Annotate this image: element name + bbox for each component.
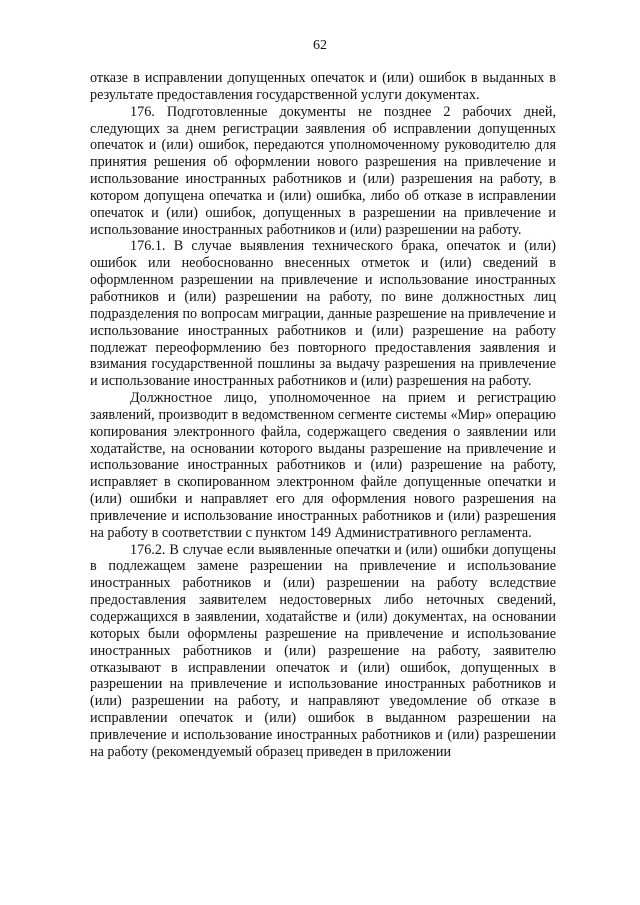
paragraph-176: 176. Подготовленные документы не позднее 2 рабочих дней, следующих за днем регистрации заявления об исправлении допущенных опечаток и (или) ошибок, передаются уполномоченному руководителю для принятия решения об оформлении нового разрешения на привлечение и использование иностранных работников и (или) разрешения на работу, в котором допущена опечатка и (или) ошибка, либо об отказе в исправлении опечаток и (или) ошибок, допущенных в разрешении на привлечение и использование иностранных работников и (или) разрешении на работу.	[90, 103, 556, 238]
paragraph-176-1: 176.1. В случае выявления технического брака, опечаток и (или) ошибок или необоснованно внесенных отметок и (или) сведений в оформленном разрешении на привлечение и использование иностранных работников и (или) разрешении на работу, по вине должностных лиц подразделения по вопросам миграции, данные разрешение на привлечение и использование иностранных работников и (или) разрешение на работу подлежат переоформлению без повторного предоставления заявления и взимания государственной пошлины за выдачу разрешения на привлечение и использование иностранных работников и (или) разрешения на работу.	[90, 238, 556, 390]
paragraph-176-2: 176.2. В случае если выявленные опечатки и (или) ошибки допущены в подлежащем замене разрешении на привлечение и использование иностранных работников и (или) разрешении на работу вследствие предоставления заявителем недостоверных либо неточных сведений, содержащихся в заявлении, ходатайстве и (или) документах, на основании которых были оформлены разрешение на привлечение и использование иностранных работников и (или) разрешение на работу, заявителю отказывают в исправлении опечаток и (или) ошибок, допущенных в разрешении на привлечение и использование иностранных работников и (или) разрешении на работу, и направляют уведомление об отказе в исправлении опечаток и (или) ошибок в выданном разрешении на привлечение и использование иностранных работников и (или) разрешении на работу (рекомендуемый образец приведен в приложении	[90, 541, 556, 760]
body-text	[90, 70, 556, 761]
page-number: 62	[313, 38, 327, 53]
paragraph-continuation: отказе в исправлении допущенных опечаток и (или) ошибок в выданных в результате предоставления государственной услуги документах.	[90, 70, 556, 103]
paragraph-official-procedure: Должностное лицо, уполномоченное на прием и регистрацию заявлений, производит в ведомственном сегменте системы «Мир» операцию копирования электронного файла, содержащего сведения о заявлении или ходатайстве, на основании которого выданы разрешение на привлечение и использование иностранных работников и (или) разрешение на работу, исправляет в скопированном электронном файле допущенные опечатки и (или) ошибки и направляет его для оформления нового разрешения на привлечение и использование иностранных работников и (или) разрешения на работу в соответствии с пунктом 149 Административного регламента.	[90, 390, 556, 541]
